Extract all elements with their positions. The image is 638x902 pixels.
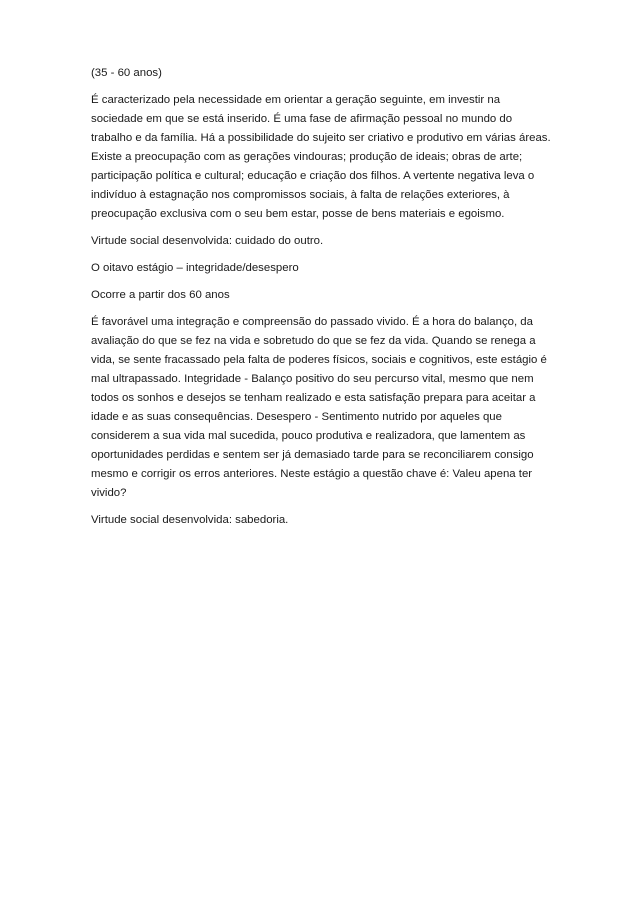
paragraph-virtue-care: Virtude social desenvolvida: cuidado do outro.: [91, 235, 324, 247]
eighth-stage-heading: O oitavo estágio – integridade/desespero: [91, 262, 299, 274]
document-body: [91, 64, 551, 538]
age-range-heading: (35 - 60 anos): [91, 67, 162, 79]
paragraph-virtue-wisdom: Virtude social desenvolvida: sabedoria.: [91, 514, 289, 526]
paragraph-generativity-description: É caracterizado pela necessidade em orientar a geração seguinte, em investir na sociedade em que se está inserido. É uma fase de afirmação pessoal no mundo do trabalho e da família. Há a possibilidade do sujeito ser criativo e produtivo em várias áreas. Existe a preocupação com as gerações vindouras; produção de ideais; obras de arte; participação política e cultural; educação e criação dos filhos. A vertente negativa leva o indivíduo à estagnação nos compromissos sociais, à falta de relações exteriores, à preocupação exclusiva com o seu bem estar, posse de bens materiais e egoismo.: [91, 94, 551, 220]
paragraph-age-start: Ocorre a partir dos 60 anos: [91, 289, 230, 301]
paragraph-integrity-description: É favorável uma integração e compreensão do passado vivido. É a hora do balanço, da avaliação do que se fez na vida e sobretudo do que se fez da vida. Quando se renega a vida, se sente fracassado pela falta de poderes físicos, sociais e cognitivos, este estágio é mal ultrapassado. Integridade - Balanço positivo do seu percurso vital, mesmo que nem todos os sonhos e desejos se tenham realizado e esta satisfação prepara para aceitar a idade e as suas consequências. Desespero - Sentimento nutrido por aqueles que considerem a sua vida mal sucedida, pouco produtiva e realizadora, que lamentem as oportunidades perdidas e sentem ser já demasiado tarde para se reconciliarem consigo mesmo e corrigir os erros anteriores. Neste estágio a questão chave é: Valeu apena ter vivido?: [91, 316, 547, 499]
